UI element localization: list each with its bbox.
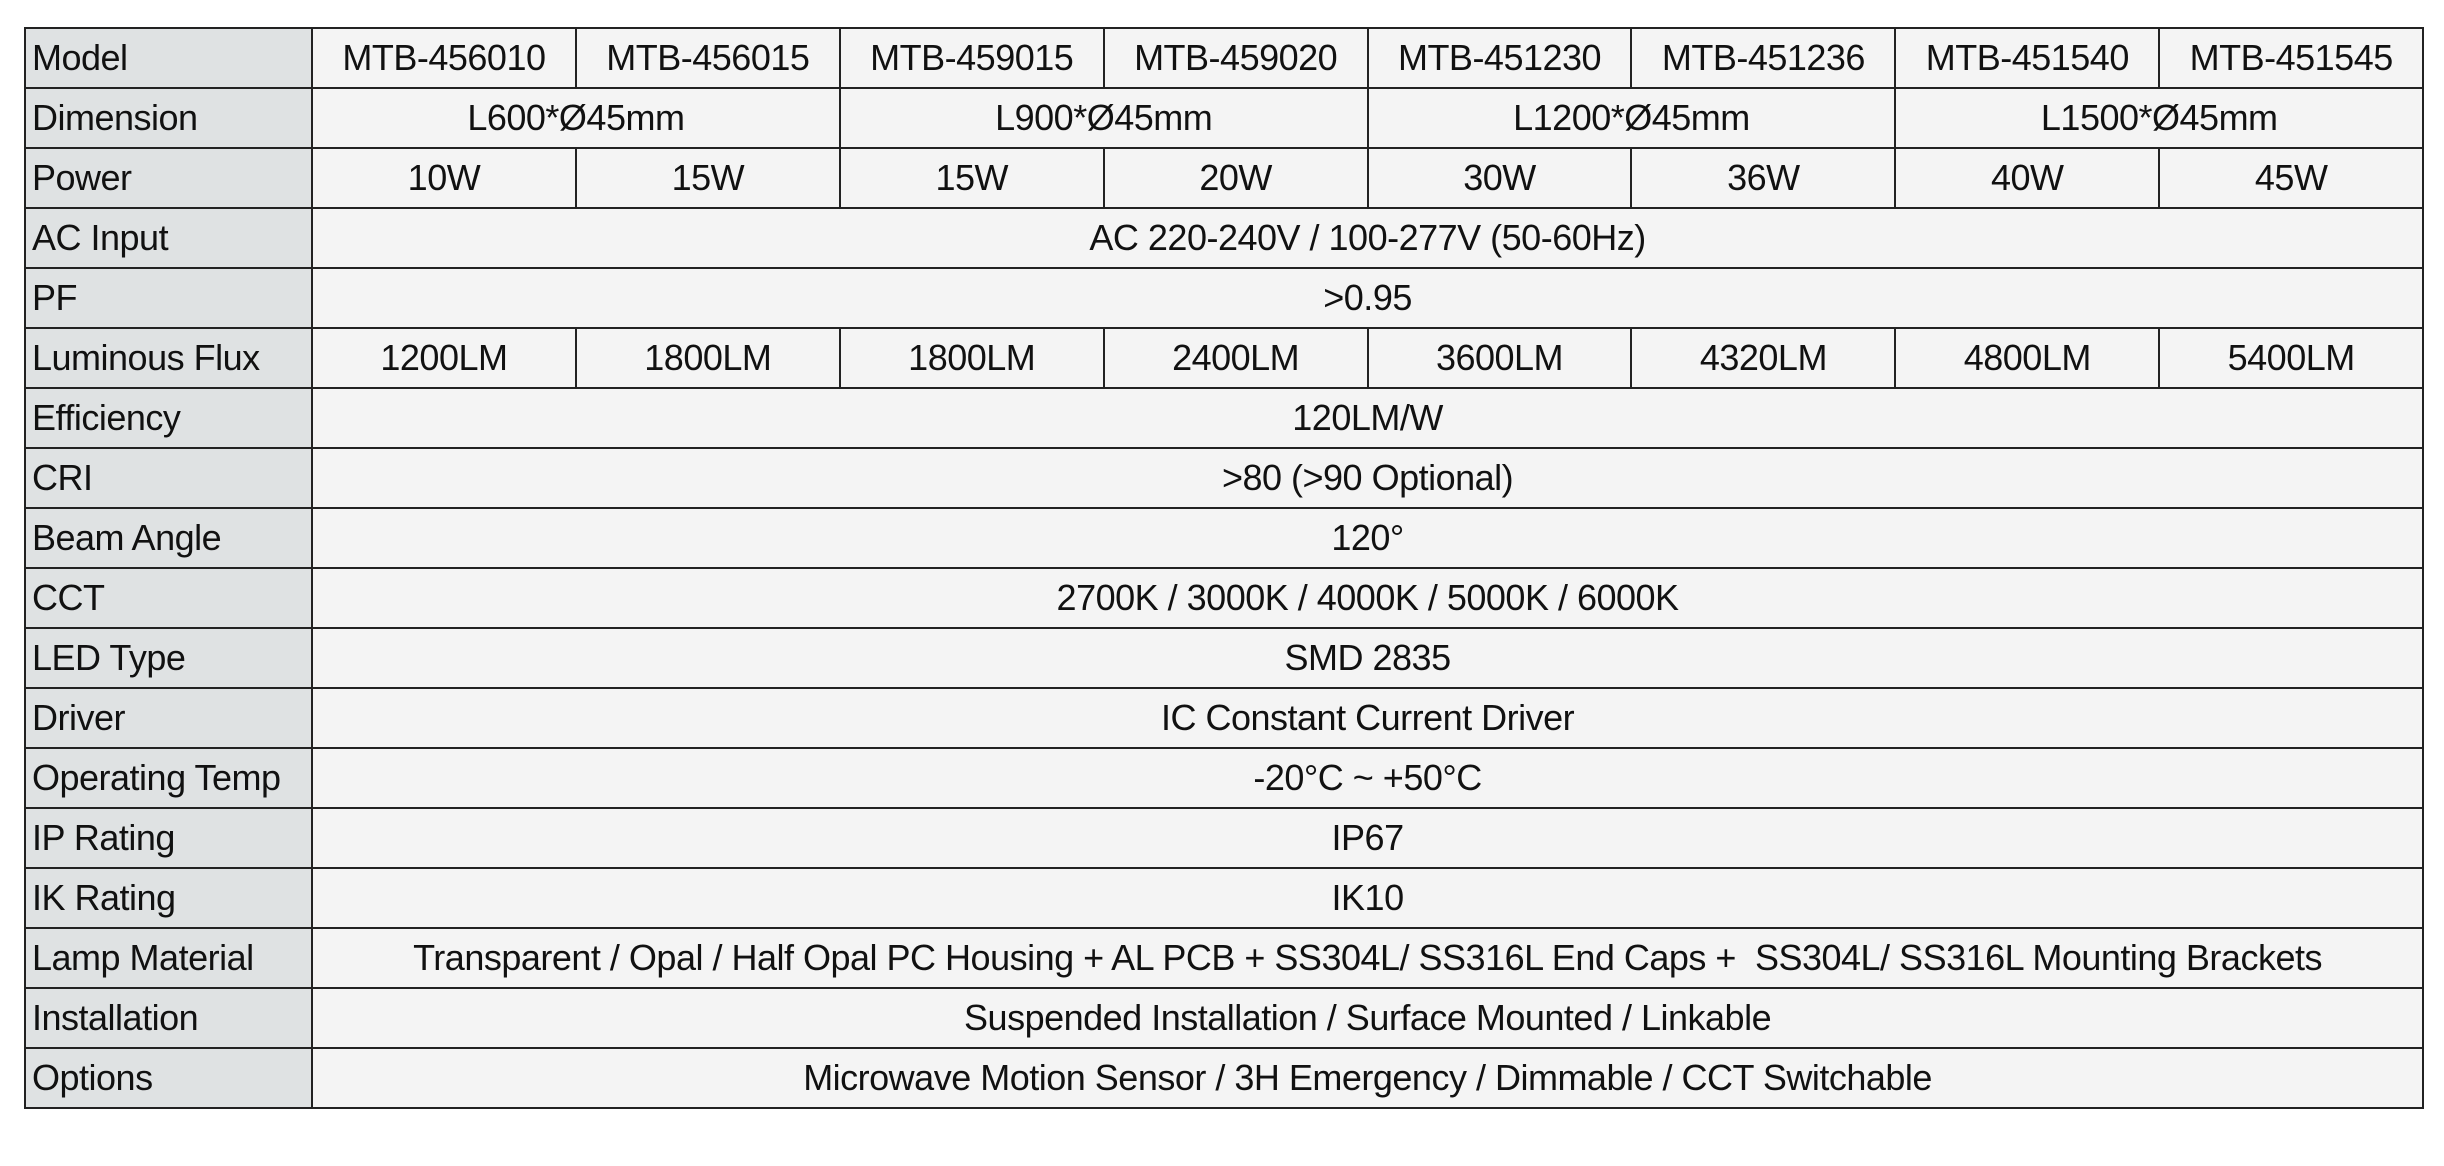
spec-table (24, 27, 2424, 1109)
row-efficiency (25, 388, 2423, 448)
flux-cell: 1200LM (312, 328, 576, 388)
dimension-cell: L1200*Ø45mm (1368, 88, 1896, 148)
row-ip-rating (25, 808, 2423, 868)
lamp-material-value: Transparent / Opal / Half Opal PC Housing + AL PCB + SS304L/ SS316L End Caps + SS304L/ SS316L Mounting Brackets (312, 928, 2423, 988)
flux-cell: 4320LM (1631, 328, 1895, 388)
model-cell: MTB-451230 (1368, 28, 1632, 88)
model-cell: MTB-451540 (1895, 28, 2159, 88)
model-cell: MTB-456015 (576, 28, 840, 88)
row-dimension (25, 88, 2423, 148)
row-driver (25, 688, 2423, 748)
row-label: Options (25, 1048, 312, 1108)
power-cell: 36W (1631, 148, 1895, 208)
row-label: Beam Angle (25, 508, 312, 568)
options-value: Microwave Motion Sensor / 3H Emergency / Dimmable / CCT Switchable (312, 1048, 2423, 1108)
led-type-value: SMD 2835 (312, 628, 2423, 688)
row-label: Installation (25, 988, 312, 1048)
row-beam-angle (25, 508, 2423, 568)
row-label: IK Rating (25, 868, 312, 928)
row-power (25, 148, 2423, 208)
dimension-cell: L900*Ø45mm (840, 88, 1368, 148)
row-label: Operating Temp (25, 748, 312, 808)
row-model (25, 28, 2423, 88)
row-label: Dimension (25, 88, 312, 148)
row-label: PF (25, 268, 312, 328)
flux-cell: 5400LM (2159, 328, 2423, 388)
power-cell: 15W (576, 148, 840, 208)
row-label: Efficiency (25, 388, 312, 448)
cri-value: >80 (>90 Optional) (312, 448, 2423, 508)
row-luminous-flux (25, 328, 2423, 388)
model-cell: MTB-451545 (2159, 28, 2423, 88)
operating-temp-value: -20°C ~ +50°C (312, 748, 2423, 808)
row-lamp-material (25, 928, 2423, 988)
flux-cell: 3600LM (1368, 328, 1632, 388)
row-cct (25, 568, 2423, 628)
pf-value: >0.95 (312, 268, 2423, 328)
row-label: Luminous Flux (25, 328, 312, 388)
row-options (25, 1048, 2423, 1108)
row-label: Power (25, 148, 312, 208)
ac-input-value: AC 220-240V / 100-277V (50-60Hz) (312, 208, 2423, 268)
row-label: AC Input (25, 208, 312, 268)
row-label: Model (25, 28, 312, 88)
ip-rating-value: IP67 (312, 808, 2423, 868)
model-cell: MTB-456010 (312, 28, 576, 88)
row-installation (25, 988, 2423, 1048)
row-ik-rating (25, 868, 2423, 928)
row-label: IP Rating (25, 808, 312, 868)
row-label: CRI (25, 448, 312, 508)
row-pf (25, 268, 2423, 328)
dimension-cell: L600*Ø45mm (312, 88, 840, 148)
flux-cell: 1800LM (576, 328, 840, 388)
row-label: LED Type (25, 628, 312, 688)
model-cell: MTB-459020 (1104, 28, 1368, 88)
row-label: CCT (25, 568, 312, 628)
cct-value: 2700K / 3000K / 4000K / 5000K / 6000K (312, 568, 2423, 628)
model-cell: MTB-451236 (1631, 28, 1895, 88)
model-cell: MTB-459015 (840, 28, 1104, 88)
efficiency-value: 120LM/W (312, 388, 2423, 448)
flux-cell: 2400LM (1104, 328, 1368, 388)
flux-cell: 4800LM (1895, 328, 2159, 388)
ik-rating-value: IK10 (312, 868, 2423, 928)
power-cell: 40W (1895, 148, 2159, 208)
row-led-type (25, 628, 2423, 688)
driver-value: IC Constant Current Driver (312, 688, 2423, 748)
row-ac-input (25, 208, 2423, 268)
power-cell: 30W (1368, 148, 1632, 208)
row-label: Driver (25, 688, 312, 748)
power-cell: 10W (312, 148, 576, 208)
flux-cell: 1800LM (840, 328, 1104, 388)
installation-value: Suspended Installation / Surface Mounted / Linkable (312, 988, 2423, 1048)
power-cell: 45W (2159, 148, 2423, 208)
row-label: Lamp Material (25, 928, 312, 988)
beam-angle-value: 120° (312, 508, 2423, 568)
row-cri (25, 448, 2423, 508)
row-operating-temp (25, 748, 2423, 808)
power-cell: 15W (840, 148, 1104, 208)
power-cell: 20W (1104, 148, 1368, 208)
dimension-cell: L1500*Ø45mm (1895, 88, 2423, 148)
